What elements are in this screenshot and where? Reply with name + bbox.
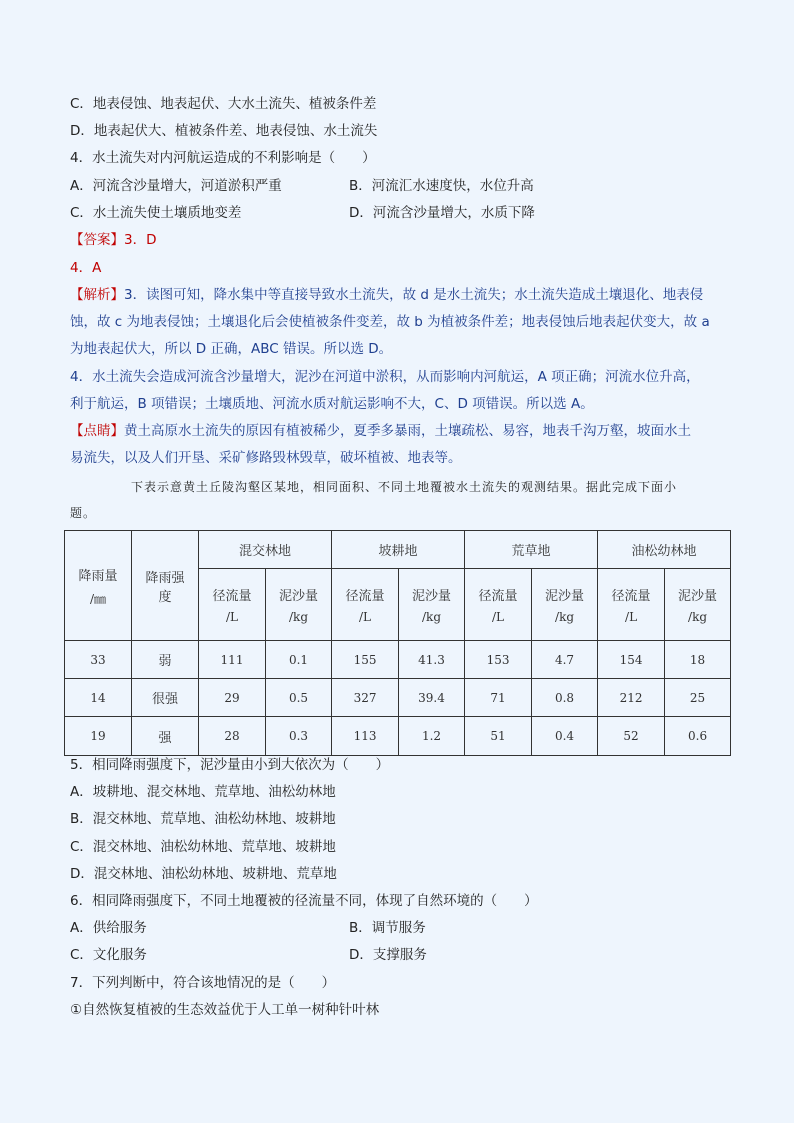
analysis-tag: 【解析】: [70, 287, 124, 303]
header-runoff: 径流量 /L: [465, 569, 532, 641]
header-runoff: 径流量 /L: [332, 569, 399, 641]
header-runoff: 径流量 /L: [199, 569, 266, 641]
q3-option-c: C．地表侵蚀、地表起伏、大水土流失、植被条件差: [70, 96, 377, 112]
comment-tag: 【点睛】: [70, 423, 124, 439]
table-cell: 0.6: [665, 717, 731, 756]
table-cell: 14: [65, 679, 132, 717]
header-grassland: 荒草地: [465, 531, 598, 569]
table-cell: 0.3: [266, 717, 332, 756]
table-cell: 154: [598, 641, 665, 679]
table-cell: 28: [199, 717, 266, 756]
q7-statement-1: ①自然恢复植被的生态效益优于人工单一树种针叶林: [70, 1002, 380, 1018]
table-cell: 很强: [132, 679, 199, 717]
header-mixed-forest: 混交林地: [199, 531, 332, 569]
table-cell: 71: [465, 679, 532, 717]
table-cell: 51: [465, 717, 532, 756]
q5-option-b: B．混交林地、荒草地、油松幼林地、坡耕地: [70, 811, 336, 827]
q4-option-c: C．水土流失使土壤质地变差: [70, 205, 242, 221]
q6-option-c: C．文化服务: [70, 947, 147, 963]
header-sediment: 泥沙量 /kg: [532, 569, 598, 641]
comment-text-1: 黄土高原水土流失的原因有植被稀少，夏季多暴雨，土壤疏松、易容，地表千沟万壑，坡面水土: [124, 423, 691, 439]
question-5: 5．相同降雨强度下，泥沙量由小到大依次为（ ）: [70, 757, 390, 773]
header-slope-farmland: 坡耕地: [332, 531, 465, 569]
analysis-text-1: 3．读图可知，降水集中等直接导致水土流失，故 d 是水土流失；水土流失造成土壤退化、地表侵: [124, 287, 704, 303]
question-6: 6．相同降雨强度下，不同土地覆被的径流量不同，体现了自然环境的（ ）: [70, 893, 538, 909]
table-cell: 弱: [132, 641, 199, 679]
q6-option-b: B．调节服务: [349, 920, 426, 936]
q4-option-a: A．河流含沙量增大，河道淤积严重: [70, 178, 282, 194]
q4-option-b: B．河流汇水速度快，水位升高: [349, 178, 534, 194]
analysis-line-4: 4．水土流失会造成河流含沙量增大，泥沙在河道中淤积，从而影响内河航运，A 项正确；河流水位升高，: [70, 369, 700, 385]
header-rainfall: 降雨量 /㎜: [65, 531, 132, 641]
table-cell: 39.4: [399, 679, 465, 717]
q5-option-a: A．坡耕地、混交林地、荒草地、油松幼林地: [70, 784, 336, 800]
header-sediment: 泥沙量 /kg: [399, 569, 465, 641]
table-row: [65, 717, 731, 756]
q6-option-a: A．供给服务: [70, 920, 147, 936]
table-cell: 111: [199, 641, 266, 679]
table-intro-2: 题。: [70, 506, 97, 520]
table-cell: 0.8: [532, 679, 598, 717]
q5-option-d: D．混交林地、油松幼林地、坡耕地、荒草地: [70, 866, 337, 882]
table-cell: 4.7: [532, 641, 598, 679]
table-cell: 113: [332, 717, 399, 756]
table-cell: 212: [598, 679, 665, 717]
answer-3: 3．D: [124, 232, 157, 248]
question-4: 4．水土流失对内河航运造成的不利影响是（ ）: [70, 150, 376, 166]
q6-option-d: D．支撑服务: [349, 947, 427, 963]
table-cell: 41.3: [399, 641, 465, 679]
table-row: [65, 679, 731, 717]
answer-line: [70, 230, 156, 250]
table-cell: 1.2: [399, 717, 465, 756]
analysis-line-2: 蚀，故 c 为地表侵蚀；土壤退化后会使植被条件变差，故 b 为植被条件差；地表侵蚀后地表起伏变大，故 a: [70, 314, 710, 330]
analysis-line-5: 利于航运，B 项错误；土壤质地、河流水质对航运影响不大，C、D 项错误。所以选 A。: [70, 396, 594, 412]
table-intro-1: 下表示意黄土丘陵沟壑区某地，相同面积、不同土地覆被水土流失的观测结果。据此完成下面小: [131, 480, 678, 494]
analysis-line-3: 为地表起伏大，所以 D 正确，ABC 错误。所以选 D。: [70, 341, 393, 357]
q3-option-d: D．地表起伏大、植被条件差、地表侵蚀、水土流失: [70, 123, 378, 139]
table-cell: 0.5: [266, 679, 332, 717]
question-7: 7．下列判断中，符合该地情况的是（ ）: [70, 975, 336, 991]
observation-table: [64, 530, 731, 756]
table-cell: 155: [332, 641, 399, 679]
analysis-line-1: [70, 285, 703, 305]
table-cell: 327: [332, 679, 399, 717]
table-cell: 18: [665, 641, 731, 679]
table-cell: 0.1: [266, 641, 332, 679]
header-intensity: 降雨强度: [132, 531, 199, 641]
table-cell: 153: [465, 641, 532, 679]
table-cell: 33: [65, 641, 132, 679]
table-row: [65, 641, 731, 679]
header-runoff: 径流量 /L: [598, 569, 665, 641]
table-cell: 19: [65, 717, 132, 756]
answer-4: 4．A: [70, 260, 102, 276]
table-cell: 52: [598, 717, 665, 756]
q5-option-c: C．混交林地、油松幼林地、荒草地、坡耕地: [70, 839, 336, 855]
comment-line-2: 易流失，以及人们开垦、采矿修路毁林毁草，破坏植被、地表等。: [70, 450, 462, 466]
answer-tag: 【答案】: [70, 232, 124, 248]
header-pine-forest: 油松幼林地: [598, 531, 731, 569]
table-cell: 29: [199, 679, 266, 717]
comment-line-1: [70, 421, 691, 441]
header-sediment: 泥沙量 /kg: [266, 569, 332, 641]
q4-option-d: D．河流含沙量增大，水质下降: [349, 205, 535, 221]
table-cell: 强: [132, 717, 199, 756]
table-cell: 25: [665, 679, 731, 717]
header-sediment: 泥沙量 /kg: [665, 569, 731, 641]
table-cell: 0.4: [532, 717, 598, 756]
